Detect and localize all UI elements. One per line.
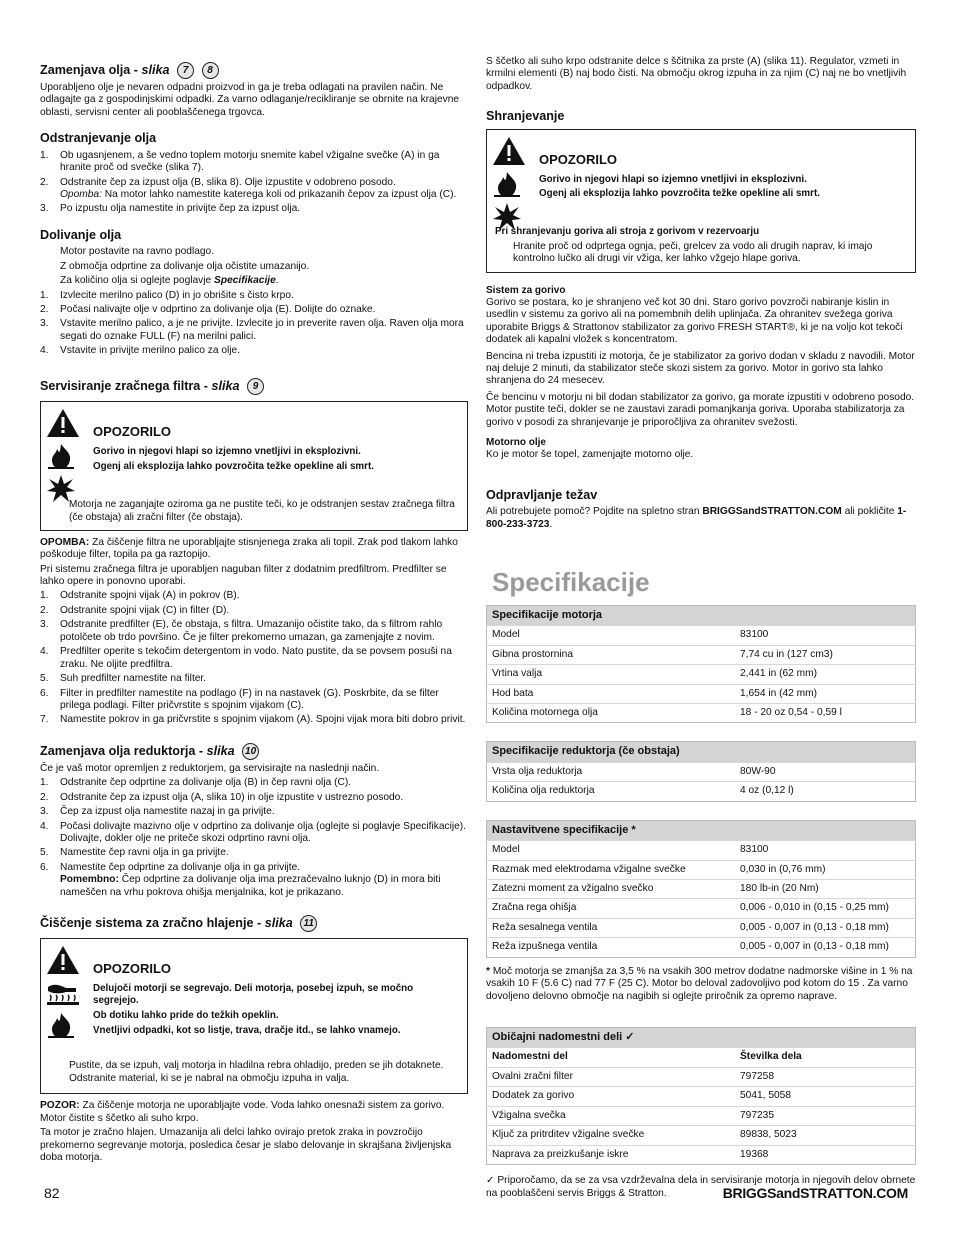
spec-label: Ovalni zračni filter [487, 1067, 736, 1086]
figure-ref-9: 9 [247, 378, 264, 395]
spec-label: Gibna prostornina [487, 645, 736, 664]
spec-label: Količina olja reduktorja [487, 782, 736, 801]
heading-oil-fill: Dolivanje olja [40, 227, 122, 242]
list-item: 1. Ob ugasnjenem, a še vedno toplem motorju snemite kabel vžigalne svečke (A) in ga hranite proč od svečke (slika 7). [40, 149, 440, 174]
gearbox-specs-table: Specifikacije reduktorja (če obstaja) Vrsta olja reduktorja 80W-90 Količina olja reduktorja 4 oz (0,12 l) [486, 741, 916, 801]
heading-air-filter: Servisiranje zračnega filtra - slika 9 [40, 378, 468, 395]
table-row [487, 1145, 916, 1164]
spec-value: 0,005 - 0,007 in (0,13 - 0,18 mm) [735, 918, 916, 937]
warning-triangle-icon [46, 408, 80, 438]
spec-value: 2,441 in (62 mm) [735, 665, 916, 684]
right-column: S ščetko ali suho krpo odstranite delce s ščitnika za prste (A) (slika 11). Regulator, vzmeti in krmilni elementi (B) naj bodo čisti. Na območju okrog izpuha in za njim (C) naj ne bo vnetljivih odpadkov. Shranjevanje OPOZORILO Gorivo in njegovi hlapi so izjemno vnetljivi in eksplozivni. Ogenj ali eksplozija lahko povzročita težke opekline ali smrt. Pri shranjevanju goriva ali stroja z gorivom v rezervoarju Hranite proč od odprtega ognja, peči, grelcev za vodo ali drugih naprav, ki imajo kontrolno lučko ali drugi vir vžiga, ker lahko vžgejo hlape goriva. Sistem za gorivo Gorivo se postara, ko je shranjeno več kot 30 dni. Staro gorivo povzroči nabiranje kislin in usedlin v sistemu za gorivo ali na pomembnih delih uplinjača. Za ohranitev svežega goriva uporabite Briggs & Strattonov stabilizator za gorivo FRESH START®, ki je na voljo kot tekoči dodatek ali kapalni vložek s koncentratom. Bencina ni treba izpustiti iz motorja, če je stabilizator za gorivo dodan v skladu z navodili. Motor naj deluje 2 minuti, da stabilizator steče skozi sistem za gorivo. Motor in gorivo sta lahko shranjena do 24 mesecev. Če bencinu v motorju ni bil dodan stabilizator za gorivo, ga morate izpustiti v odobreno posodo. Motor pustite teči, dokler se ne zaustavi zaradi pomanjkanja goriva. Uporaba stabilizatorja za gorivo v posodi za shranjevanje je priporočljiva za ohranitev svežosti. Motorno olje Ko je motor še topel, zamenjajte motorno olje. Odpravljanje težav Ali potrebujete pomoč? Pojdite na spletno stran BRIGGSandSTRATTON.COM ali pokličite 1-800-233-3723. Specifikacije Specifikacije motorja Model 83100 Gibna prostornina 7,74 cu in (127 cm3) Vrtina valja 2,441 in (62 mm) Hod bata 1,654 in (42 mm) Količina motornega olja 18 - 20 oz 0,54 - 0,59 l Specifikacije reduktorja (če obstaja) Vrsta olja reduktorja 80W-90 Količina olja reduktorja 4 oz (0,12 l) Nastavitvene specifikacije * Model 83100 Razmak med elektrodama vžigalne svečke 0,030 in (0,76 mm) Zatezni moment za vžigalno svečko 180 lb-in (20 Nm) Zračna rega ohišja 0,006 - 0,010 in (0,15 - 0,25 mm) Reža sesalnega ventila 0,005 - 0,007 in (0,13 - 0,18 mm) Reža izpušnega ventila 0,005 - 0,007 in (0,13 - 0,18 mm) * Moč motorja se zmanjša za 3,5 % na vsakih 300 metrov dodatne nadmorske višine in 1 % na vsakih 10 F (5.6 C) nad 77 F (25 C). Motor bo deloval zadovoljivo pod kotom do 15 . Za varno dovoljeno delovno območje na nagibih si oglejte priročnik za opremo naprave. Običajni nadomestni deli ✓ Nadomestni del Številka dela Ovalni zračni filter 797258 Dodatek za gorivo 5041, 5058 Vžigalna svečka 797235 Ključ za pritrditev vžigalne svečke 89838, 5023 Naprava za preizkušanje iskre 19368 ✓ Priporočamo, da se za vsa vzdrževalna dela in servisiranje motorja in njegovih delov obrnete na pooblaščeni servis Briggs & Stratton. [486, 56, 916, 1199]
warning-title: OPOZORILO [93, 423, 171, 439]
table-row [487, 782, 916, 801]
figure-ref-10: 10 [242, 743, 259, 760]
table-header-row: Nadomestni del Številka dela [487, 1048, 916, 1067]
spec-label: Količina motornega olja [487, 703, 736, 722]
list-item: 6. Filter in predfilter namestite na podlago (F) in na nastavek (G). Poskrbite, da se filter prilega podlagi. Filter pričvrstite s spojnim vijakom (C). [40, 687, 439, 711]
list-item: 3. Čep za izpust olja namestite nazaj in ga privijte. [40, 806, 275, 818]
warning-box-air-filter: OPOZORILO Gorivo in njegovi hlapi so izjemno vnetljivi in eksplozivni. Ogenj ali eksplozija lahko povzročita težke opekline ali smrt. Motorja ne zaganjajte oziroma ga ne pustite teči, ko je odstranjen sestav zračnega filtra (če obstaja) ali zračni filter (če obstaja). [40, 401, 468, 531]
spec-label: Zračna rega ohišja [487, 899, 736, 918]
oil-fill-list [40, 290, 468, 358]
heading-oil-change: Zamenjava olja - slika 7 8 [40, 62, 468, 79]
website-link[interactable]: BRIGGSandSTRATTON.COM [702, 506, 842, 518]
left-column: Zamenjava olja - slika 7 8 Uporabljeno olje je nevaren odpadni proizvod in ga je treba odlagati na pravilen način. Ne odlagajte ga z gospodinjskimi odpadki. Za varno odlaganje/recikliranje se obrnite na krajevne oblasti, servisni center ali pooblaščenega trgovca. Odstranjevanje olja 1. Ob ugasnjenem, a še vedno toplem motorju snemite kabel vžigalne svečke (A) in ga hranite proč od svečke (slika 7). 2. Odstranite čep za izpust olja (B, slika 8). Olje izpustite v odobreno posodo. Opomba: Na motor lahko namestite katerega koli od prikazanih čepov za izpust olja (C). 3. Po izpustu olja namestite in privijte čep za izpust olja. Dolivanje olja Motor postavite na ravno podlago. Z območja odprtine za dolivanje olja očistite umazanijo. Za količino olja si oglejte poglavje Specifikacije. 1. Izvlecite merilno palico (D) in jo obrišite s čisto krpo. 2. Počasi nalivajte olje v odprtino za dolivanje olja (E). Dolijte do oznake. 3. Vstavite merilno palico, a je ne privijte. Izvlecite jo in preverite raven olja. Raven olja mora segati do oznake FULL (F) na merilni palici. 4. Vstavite in privijte merilno palico za olje. Servisiranje zračnega filtra - slika 9 OPOZORILO Gorivo in njegovi hlapi so izjemno vnetljivi in eksplozivni. Ogenj ali eksplozija lahko povzročita težke opekline ali smrt. Motorja ne zaganjajte oziroma ga ne pustite teči, ko je odstranjen sestav zračnega filtra (če obstaja) ali zračni filter (če obstaja). OPOMBA: Za čiščenje filtra ne uporabljajte stisnjenega zraka ali topil. Zrak pod tlakom lahko poškoduje filter, topila pa ga raztopijo. Pri sistemu zračnega filtra je uporabljen naguban filter z dodatnim predfiltrom. Predfilter se lahko opere in ponovno uporabi. 1. Odstranite spojni vijak (A) in pokrov (B). 2. Odstranite spojni vijak (C) in filter (D). 3. Odstranite predfilter (E), če obstaja, s filtra. Umazanijo očistite tako, da s filtrom rahlo potolčete ob trdo površino. Če je filter prekomerno umazan, ga zamenjajte z novim. 4. Predfilter operite s tekočim detergentom in vodo. Nato pustite, da se povsem posuši na zraku. Ne oljite predfiltra. 5. Suh predfilter namestite na filter. 6. Filter in predfilter namestite na podlago (F) in na nastavek (G). Poskrbite, da se filter prilega podlagi. Filter pričvrstite s spojnim vijakom (C). 7. Namestite pokrov in ga pričvrstite s spojnim vijakom (A). Spojni vijak mora biti dobro privit. Zamenjava olja reduktorja - slika 10 Če je vaš motor opremljen z reduktorjem, ga servisirajte na naslednji način. 1. Odstranite čep odprtine za dolivanje olja (B) in čep ravni olja (C). 2. Odstranite čep za izpust olja (A, slika 10) in olje izpustite v ustrezno posodo. 3. Čep za izpust olja namestite nazaj in ga privijte. 4. Počasi dolivajte mazivno olje v odprtino za dolivanje olja (oglejte si poglavje Specifikacije). Dolivajte, dokler olje ne priteče skozi odprtino ravni olja. 5. Namestite čep ravni olja in ga privijte. 6. Namestite čep odprtine za dolivanje olja in ga privijte. Pomembno: Čep odprtine za dolivanje olja ima prezračevalno luknjo (D) in mora biti nameščen na vrhu pokrova ohišja menjalnika, kot je prikazano. Čiščenje sistema za zračno hlajenje - slika 11 OPOZORILO Delujoči motorji se segrevajo. Deli motorja, posebej izpuh, se močno segrejejo. Ob dotiku lahko pride do težkih opeklin. Vnetljivi odpadki, kot so listje, trava, dračje itd., se lahko vnamejo. Pustite, da se izpuh, valj motorja in hladilna rebra ohladijo, preden se jih dotaknete. Odstranite material, ki se je nabral na območju izpuha in valja. POZOR: Za čiščenje motorja ne uporabljajte vode. Voda lahko onesnaži sistem za gorivo. Motor čistite s ščetko ali suho krpo. Ta motor je zračno hlajen. Umazanija ali delci lahko ovirajo pretok zraka in povzročijo prekomerno segrevanje motorja, posledica česar je slabo delovanje in skrajšana življenjska doba motorja. [40, 62, 467, 1163]
spec-value: 1,654 in (42 mm) [735, 684, 916, 703]
warning-title: OPOZORILO [539, 151, 617, 167]
list-item: 5. Suh predfilter namestite na filter. [40, 673, 207, 685]
warning-box-storage: OPOZORILO Gorivo in njegovi hlapi so izjemno vnetljivi in eksplozivni. Ogenj ali eksplozija lahko povzročita težke opekline ali smrt. Pri shranjevanju goriva ali stroja z gorivom v rezervoarju Hranite proč od odprtega ognja, peči, grelcev za vodo ali drugih naprav, ki imajo kontrolno lučko ali drugi vir vžiga, ker lahko vžgejo hlape goriva. [486, 129, 916, 273]
spec-value: 0,005 - 0,007 in (0,13 - 0,18 mm) [735, 938, 916, 957]
list-item: 4. Počasi dolivajte mazivno olje v odprtino za dolivanje olja (oglejte si poglavje Specifikacije). Dolivajte, dokler olje ne priteče skozi odprtino ravni olja. [40, 820, 467, 845]
fire-icon [46, 442, 76, 470]
spec-value: 0,030 in (0,76 mm) [735, 860, 916, 879]
tuneup-specs-table: Nastavitvene specifikacije * Model 83100 Razmak med elektrodama vžigalne svečke 0,030 in (0,76 mm) Zatezni moment za vžigalno svečko 180 lb-in (20 Nm) Zračna rega ohišja 0,006 - 0,010 in (0,15 - 0,25 mm) Reža sesalnega ventila 0,005 - 0,007 in (0,13 - 0,18 mm) Reža izpušnega ventila 0,005 - 0,007 in (0,13 - 0,18 mm) [486, 820, 916, 958]
list-item: 3. Po izpustu olja namestite in privijte čep za izpust olja. [40, 203, 301, 215]
warning-box-cooling: OPOZORILO Delujoči motorji se segrevajo. Deli motorja, posebej izpuh, se močno segrejejo. Ob dotiku lahko pride do težkih opeklin. Vnetljivi odpadki, kot so listje, trava, dračje itd., se lahko vnamejo. Pustite, da se izpuh, valj motorja in hladilna rebra ohladijo, preden se jih dotaknete. Odstranite material, ki se je nabral na območju izpuha in valja. [40, 938, 468, 1094]
table-body [487, 1067, 916, 1164]
gear-oil-list [40, 777, 468, 899]
list-item: 1. Izvlecite merilno palico (D) in jo obrišite s čisto krpo. [40, 289, 294, 301]
spec-label: Reža izpušnega ventila [487, 938, 736, 957]
list-item: 1. Odstranite čep odprtine za dolivanje olja (B) in čep ravni olja (C). [40, 777, 352, 789]
engine-specs-table: Specifikacije motorja Model 83100 Gibna prostornina 7,74 cu in (127 cm3) Vrtina valja 2,441 in (62 mm) Hod bata 1,654 in (42 mm) Količina motornega olja 18 - 20 oz 0,54 - 0,59 l [486, 605, 916, 724]
list-item: 6. Namestite čep odprtine za dolivanje olja in ga privijte. Pomembno: Čep odprtine za dolivanje olja ima prezračevalno luknjo (D) in mora biti nameščen na vrhu pokrova ohišja menjalnika, kot je prikazano. [40, 861, 441, 898]
spec-value: 80W-90 [735, 762, 916, 781]
table-row [487, 684, 916, 703]
table-row [487, 1106, 916, 1125]
list-item: 7. Namestite pokrov in ga pričvrstite s spojnim vijakom (A). Spojni vijak mora biti dobro privit. [40, 714, 466, 726]
spec-value: 83100 [735, 626, 916, 645]
spec-label: Hod bata [487, 684, 736, 703]
table-body [487, 841, 916, 958]
table-row [487, 879, 916, 898]
table-row [487, 762, 916, 781]
table-body [487, 626, 916, 723]
warning-triangle-icon [492, 136, 526, 166]
spec-value: 180 lb-in (20 Nm) [735, 879, 916, 898]
table-row [487, 665, 916, 684]
list-item: 2. Odstranite čep za izpust olja (B, slika 8). Olje izpustite v odobreno posodo. Opomba: Na motor lahko namestite katerega koli od prikazanih čepov za izpust olja (C). [40, 176, 457, 200]
list-item: 2. Odstranite spojni vijak (C) in filter (D). [40, 604, 230, 616]
air-filter-list [40, 590, 468, 726]
oil-removal-list [40, 150, 468, 216]
figure-ref-11: 11 [300, 915, 317, 932]
table-row [487, 1126, 916, 1145]
list-item: 2. Počasi nalivajte olje v odprtino za dolivanje olja (E). Dolijte do oznake. [40, 303, 376, 315]
page-title: Specifikacije [492, 567, 650, 598]
spec-label: Model [487, 626, 736, 645]
replacement-parts-table: Običajni nadomestni deli ✓ Nadomestni del Številka dela Ovalni zračni filter 797258 Dodatek za gorivo 5041, 5058 Vžigalna svečka 797235 Ključ za pritrditev vžigalne svečke 89838, 5023 Naprava za preizkušanje iskre 19368 [486, 1027, 916, 1165]
heading-troubleshooting: Odpravljanje težav [486, 487, 598, 502]
spec-value: 797235 [735, 1106, 916, 1125]
phone-number: 1-800-233-3723 [486, 506, 907, 530]
table-row [487, 899, 916, 918]
spec-label: Naprava za preizkušanje iskre [487, 1145, 736, 1164]
list-item: 3. Vstavite merilno palico, a je ne privijte. Izvlecite jo in preverite raven olja. Raven olja mora segati do oznake FULL (F) na merilni palici. [40, 318, 464, 342]
heading-gear-oil: Zamenjava olja reduktorja - slika 10 [40, 743, 468, 760]
spec-value: 19368 [735, 1145, 916, 1164]
spec-label: Razmak med elektrodama vžigalne svečke [487, 860, 736, 879]
table-row [487, 1087, 916, 1106]
spec-value: 18 - 20 oz 0,54 - 0,59 l [735, 703, 916, 722]
table-row [487, 841, 916, 860]
heading-oil-removal: Odstranjevanje olja [40, 131, 157, 146]
spec-value: 89838, 5023 [735, 1126, 916, 1145]
spec-label: Ključ za pritrditev vžigalne svečke [487, 1126, 736, 1145]
spec-label: Reža sesalnega ventila [487, 918, 736, 937]
spec-label: Vrtina valja [487, 665, 736, 684]
fire-icon [46, 1011, 76, 1039]
warning-triangle-icon [46, 945, 80, 975]
figure-ref-7: 7 [177, 62, 194, 79]
warning-title: OPOZORILO [93, 961, 171, 977]
list-item: 4. Vstavite in privijte merilno palico za olje. [40, 345, 241, 357]
checkmark-icon: ✓ [625, 1031, 635, 1044]
table-row [487, 918, 916, 937]
list-item: 1. Odstranite spojni vijak (A) in pokrov (B). [40, 590, 240, 602]
list-item: 4. Predfilter operite s tekočim detergentom in vodo. Nato pustite, da se povsem posuši na zraku. Ne oljite predfiltra. [40, 646, 452, 670]
spec-value: 4 oz (0,12 l) [735, 782, 916, 801]
fire-icon [492, 170, 522, 198]
table-body [487, 762, 916, 801]
heading-storage: Shranjevanje [486, 109, 565, 124]
figure-ref-8: 8 [202, 62, 219, 79]
hot-surface-icon [46, 979, 80, 1007]
spec-value: 83100 [735, 841, 916, 860]
list-item: 5. Namestite čep ravni olja in ga privijte. [40, 847, 229, 859]
spec-label: Vžigalna svečka [487, 1106, 736, 1125]
spec-label: Model [487, 841, 736, 860]
spec-label: Zatezni moment za vžigalno svečko [487, 879, 736, 898]
spec-label: Vrsta olja reduktorja [487, 762, 736, 781]
list-item: 3. Odstranite predfilter (E), če obstaja, s filtra. Umazanijo očistite tako, da s filtrom rahlo potolčete ob trdo površino. Če je filter prekomerno umazan, ga zamenjajte z novim. [40, 619, 443, 643]
table-row [487, 703, 916, 722]
table-row [487, 1067, 916, 1086]
table-row [487, 938, 916, 957]
checkmark-icon: ✓ [486, 1175, 495, 1187]
list-item: 2. Odstranite čep za izpust olja (A, slika 10) in olje izpustite v ustrezno posodo. [40, 791, 404, 803]
spec-value: 0,006 - 0,010 in (0,15 - 0,25 mm) [735, 899, 916, 918]
table-row [487, 645, 916, 664]
table-row [487, 860, 916, 879]
table-row [487, 626, 916, 645]
spec-value: 797258 [735, 1067, 916, 1086]
heading-cooling-system: Čiščenje sistema za zračno hlajenje - slika 11 [40, 915, 468, 932]
spec-value: 7,74 cu in (127 cm3) [735, 645, 916, 664]
oil-change-text: Uporabljeno olje je nevaren odpadni proizvod in ga je treba odlagati na pravilen način. Ne odlagajte ga z gospodinjskimi odpadki. Za varno odlaganje/recikliranje se obrnite na krajevne oblasti, servisni center ali pooblaščenega trgovca. [40, 82, 460, 118]
brand-logo-text: BRIGGSandSTRATTON.COM [722, 1185, 908, 1201]
page-number: 82 [44, 1185, 60, 1201]
spec-value: 5041, 5058 [735, 1087, 916, 1106]
spec-label: Dodatek za gorivo [487, 1087, 736, 1106]
